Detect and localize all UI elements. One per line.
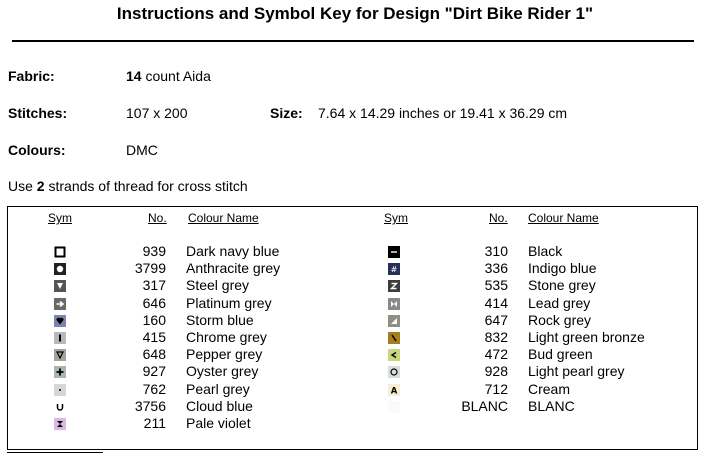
colour-number: 472 bbox=[484, 346, 508, 363]
stitches-label: Stitches: bbox=[8, 105, 68, 121]
hourglass-icon bbox=[54, 417, 66, 429]
page-title: Instructions and Symbol Key for Design "Dirt Bike Rider 1" bbox=[116, 4, 594, 23]
note-post: strands of thread for cross stitch bbox=[48, 178, 248, 194]
colour-name: Pale violet bbox=[186, 415, 251, 431]
colour-name: Steel grey bbox=[186, 277, 250, 294]
header-no-left: No. bbox=[148, 211, 167, 225]
colour-name: Pepper grey bbox=[186, 346, 263, 363]
size-value: 7.64 x 14.29 inches or 19.41 x 36.29 cm bbox=[318, 105, 568, 121]
symbol-key-table bbox=[7, 206, 698, 450]
colour-name: Oyster grey bbox=[186, 363, 259, 380]
colour-name: Platinum grey bbox=[186, 294, 272, 311]
colour-name: Light pearl grey bbox=[528, 363, 625, 380]
key-row bbox=[8, 312, 697, 329]
svg-text:#: # bbox=[390, 265, 398, 275]
fabric-count: 14 bbox=[126, 68, 142, 84]
bowtie-icon bbox=[388, 297, 400, 309]
key-row bbox=[8, 415, 697, 432]
header-no-right: No. bbox=[489, 211, 508, 225]
colour-number: 928 bbox=[484, 363, 508, 380]
header-sym-right: Sym bbox=[384, 211, 408, 225]
colour-number: 160 bbox=[142, 311, 166, 328]
diagonal-icon bbox=[388, 314, 400, 326]
colour-name: Anthracite grey bbox=[186, 260, 281, 277]
colour-number: 712 bbox=[484, 380, 508, 397]
colour-number: BLANC bbox=[461, 397, 508, 414]
colour-number: 647 bbox=[484, 311, 508, 328]
colour-number: 211 bbox=[143, 415, 166, 431]
key-row bbox=[8, 329, 697, 346]
colour-name: Stone grey bbox=[528, 277, 596, 294]
colour-number: 3756 bbox=[134, 397, 166, 414]
colour-name: Storm blue bbox=[186, 311, 254, 328]
backslash-icon bbox=[388, 331, 400, 343]
colour-number: 648 bbox=[142, 346, 166, 363]
colour-number: 762 bbox=[142, 380, 166, 397]
colour-number: 646 bbox=[142, 294, 166, 311]
colour-name: Black bbox=[528, 243, 563, 259]
key-row bbox=[8, 295, 697, 312]
colour-number: 310 bbox=[484, 243, 508, 259]
key-row bbox=[8, 277, 697, 294]
key-row bbox=[8, 346, 697, 363]
svg-text:A: A bbox=[390, 386, 398, 396]
header-sym-left: Sym bbox=[48, 211, 72, 225]
letter-a-icon bbox=[388, 383, 400, 395]
colour-number: 336 bbox=[484, 260, 508, 277]
key-row bbox=[8, 381, 697, 398]
colour-name: Rock grey bbox=[528, 311, 592, 328]
colour-name: Cream bbox=[528, 380, 571, 397]
colour-name: Bud green bbox=[528, 346, 593, 363]
colour-name: Pearl grey bbox=[186, 380, 250, 397]
colour-number: 317 bbox=[142, 277, 166, 294]
less-than-icon bbox=[388, 348, 400, 360]
fabric-label: Fabric: bbox=[8, 68, 55, 84]
bottom-rule bbox=[7, 452, 103, 453]
hash-icon bbox=[388, 262, 400, 274]
colours-label: Colours: bbox=[8, 142, 66, 158]
key-row bbox=[8, 243, 697, 260]
title-divider bbox=[12, 40, 694, 42]
header-name-left: Colour Name bbox=[188, 211, 259, 225]
blank-icon bbox=[388, 400, 400, 412]
stitches-value: 107 x 200 bbox=[126, 105, 188, 121]
colour-name: Light green bronze bbox=[528, 329, 645, 345]
minus-icon bbox=[388, 245, 400, 257]
strand-count: 2 bbox=[36, 178, 45, 194]
colours-value: DMC bbox=[126, 142, 158, 158]
colour-name: Indigo blue bbox=[528, 260, 597, 277]
fabric-value bbox=[126, 68, 211, 84]
key-row bbox=[8, 363, 697, 380]
colour-number: 415 bbox=[142, 329, 166, 345]
key-row bbox=[8, 260, 697, 277]
size-label: Size: bbox=[270, 105, 303, 121]
colour-name: Dark navy blue bbox=[186, 243, 280, 259]
colour-name: Lead grey bbox=[528, 294, 591, 311]
ring-icon bbox=[388, 365, 400, 377]
colour-name: Chrome grey bbox=[186, 329, 267, 345]
colour-number: 927 bbox=[142, 363, 166, 380]
note-pre: Use bbox=[8, 178, 33, 194]
fabric-type: count Aida bbox=[145, 68, 211, 84]
colour-number: 535 bbox=[484, 277, 508, 294]
z-icon bbox=[388, 279, 400, 291]
colour-name: BLANC bbox=[528, 397, 575, 414]
key-row bbox=[8, 398, 697, 415]
colour-number: 3799 bbox=[134, 260, 166, 277]
colour-number: 832 bbox=[484, 329, 508, 345]
colour-number: 414 bbox=[484, 294, 508, 311]
colour-name: Cloud blue bbox=[186, 397, 253, 414]
header-name-right: Colour Name bbox=[528, 211, 599, 225]
thread-note bbox=[8, 178, 248, 194]
colour-number: 939 bbox=[142, 243, 166, 259]
